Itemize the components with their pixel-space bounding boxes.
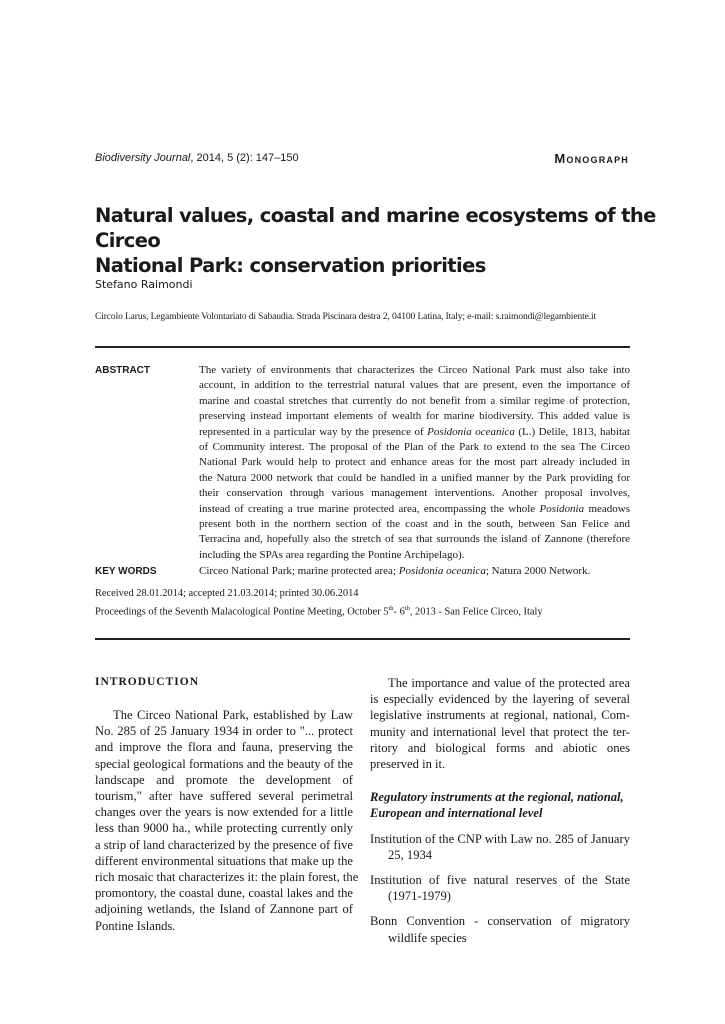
body-line: The Circeo National Park, established by Law bbox=[113, 708, 353, 722]
body-line: rich mosaic that characterizes it: the plain forest, the bbox=[95, 870, 359, 885]
abstract-line bbox=[199, 517, 630, 532]
abstract-text-segment: The variety of environments that characterizes the Circeo National Park must also take into bbox=[199, 364, 630, 376]
abstract-line bbox=[199, 548, 630, 563]
abstract-line bbox=[199, 471, 630, 486]
section-label: Monograph bbox=[554, 151, 629, 166]
body-line: changes over the years is now extended for a little bbox=[95, 805, 353, 820]
abstract-line bbox=[199, 363, 630, 378]
abstract-text-segment: including the SPAs area regarding the Pontine Archipelago). bbox=[199, 548, 465, 561]
list-item bbox=[370, 831, 630, 863]
list-item-line: Bonn Convention - conservation of migratory bbox=[370, 914, 630, 929]
body-line: ritory and biological forms and abiotic ones bbox=[370, 740, 630, 755]
body-line: is especially evidenced by the layering of several bbox=[370, 692, 630, 707]
divider bbox=[95, 346, 630, 348]
body-line: Pontine Islands. bbox=[95, 918, 176, 933]
abstract-line bbox=[199, 455, 630, 470]
regulatory-subheading bbox=[370, 789, 630, 821]
introduction-heading: INTRODUCTION bbox=[95, 676, 200, 688]
body-line: different environmental situations that make up the bbox=[95, 853, 353, 868]
article-title bbox=[95, 203, 725, 278]
abstract-text-segment: represented in a particular way by the presence of bbox=[199, 425, 428, 438]
introduction-paragraph bbox=[95, 707, 359, 934]
subheading-line: European and international level bbox=[370, 806, 543, 821]
proceedings-text: - 6 bbox=[393, 606, 405, 618]
keywords-text: Circeo National Park; marine protected area; bbox=[199, 565, 399, 577]
received-dates: Received 28.01.2014; accepted 21.03.2014; printed 30.06.2014 bbox=[95, 588, 359, 599]
citation-details: , 2014, 5 (2): 147–150 bbox=[190, 152, 299, 164]
right-column bbox=[370, 675, 630, 946]
journal-citation bbox=[95, 152, 299, 164]
keywords bbox=[199, 565, 590, 577]
proceedings bbox=[95, 601, 543, 619]
keywords-text: ; Natura 2000 Network. bbox=[485, 565, 591, 577]
subheading-line: Regulatory instruments at the regional, national, bbox=[370, 790, 624, 805]
divider bbox=[95, 638, 630, 640]
proceedings-text: Proceedings of the Seventh Malacological Pontine Meeting, October 5 bbox=[95, 606, 389, 618]
body-line: munity and international level that protect the ter- bbox=[370, 724, 630, 739]
affiliation: Circolo Larus, Legambiente Volontariato di Sabaudia. Strada Piscinara destra 2, 04100 Latina, Italy; e-mail: s.raimondi@legambiente.it bbox=[95, 311, 596, 322]
abstract-text-segment: Terracina and, hopefully also the stretch of sea that surrounds the island of Zannone (therefore bbox=[199, 533, 630, 546]
list-item-line: Institution of five natural reserves of the State bbox=[370, 873, 630, 888]
superscript: th bbox=[388, 605, 394, 612]
body-line: adjoining wetlands, the Island of Zannone part of bbox=[95, 902, 353, 917]
body-line: No. 285 of 25 January 1934 in order to "... protect bbox=[95, 724, 353, 739]
italic-species-name: Posidonia oceanica bbox=[427, 425, 515, 438]
abstract-line bbox=[199, 409, 630, 424]
abstract-text-segment: (L.) Delile, 1813, habitat bbox=[514, 425, 630, 438]
abstract-line bbox=[199, 425, 630, 440]
abstract-text-segment: their conservation through various management interventions. Another proposal involves, bbox=[199, 487, 630, 500]
body-line: special geological formations and the beauty of the bbox=[95, 756, 353, 771]
body-line: landscape and promote the development of bbox=[95, 772, 353, 787]
body-line: preserved in it. bbox=[370, 757, 446, 772]
author: Stefano Raimondi bbox=[95, 278, 193, 291]
abstract-text-segment: of Community interest. The proposal of the Plan of the Park to extend to the sea The Circeo bbox=[199, 441, 630, 454]
importance-paragraph bbox=[370, 675, 630, 772]
abstract-text-segment: preserving instead important elements of wealth for marine biodiversity. This added value is bbox=[199, 410, 630, 423]
abstract-line bbox=[199, 486, 630, 501]
italic-species-name: Posidonia bbox=[539, 502, 585, 515]
abstract-text-segment: marine and coastal stretches that currently do not benefit from a similar regime of protection, bbox=[199, 394, 630, 407]
journal-name: Biodiversity Journal bbox=[95, 152, 191, 164]
body-line: legislative instruments at regional, national, Com- bbox=[370, 708, 630, 723]
list-item bbox=[370, 913, 630, 945]
abstract-text-segment: account, in addition to the terrestrial natural values that are present, even the importance of bbox=[199, 379, 630, 392]
proceedings-text: , 2013 - San Felice Circeo, Italy bbox=[409, 606, 543, 618]
abstract-line bbox=[199, 378, 630, 393]
keywords-label: KEY WORDS bbox=[95, 566, 157, 577]
abstract-text-segment: present both in the northern section of the coast and in the south, between San Felice and bbox=[199, 518, 630, 531]
abstract-line bbox=[199, 532, 630, 547]
title-line: National Park: conservation priorities bbox=[95, 254, 486, 277]
body-line: promontory, the coastal dune, coastal lakes and the bbox=[95, 886, 353, 901]
abstract-text-segment: instead of creating a true marine protected area, encompassing the whole bbox=[199, 502, 540, 515]
abstract-line bbox=[199, 502, 630, 517]
body-line: a strip of land characterized by the presence of five bbox=[95, 837, 353, 852]
title-line: Natural values, coastal and marine ecosystems of the Circeo bbox=[95, 204, 656, 252]
instrument-list bbox=[370, 831, 630, 946]
list-item-continuation: (1971-1979) bbox=[388, 889, 451, 904]
body-line: and improve the flora and fauna, preserving the bbox=[95, 740, 353, 755]
body-line: The importance and value of the protected area bbox=[388, 676, 630, 690]
abstract-line bbox=[199, 440, 630, 455]
list-item-line: Institution of the CNP with Law no. 285 of January bbox=[370, 831, 630, 846]
abstract-line bbox=[199, 394, 630, 409]
superscript: th bbox=[404, 605, 410, 612]
abstract-text-segment: meadows bbox=[584, 502, 630, 515]
abstract-text bbox=[199, 363, 630, 563]
abstract-text-segment: National Park would help to protect and enhance areas for the most part already included in bbox=[199, 456, 630, 469]
body-line: tourism," after have suffered several perimetral bbox=[95, 789, 353, 804]
abstract-text-segment: the Natura 2000 network that could be handled in a unified manner by the Park providing for bbox=[199, 471, 630, 484]
list-item bbox=[370, 872, 630, 904]
list-item-continuation: wildlife species bbox=[388, 930, 467, 945]
abstract-label: ABSTRACT bbox=[95, 365, 150, 376]
keywords-italic: Posidonia oceanica bbox=[398, 565, 486, 577]
list-item-continuation: 25, 1934 bbox=[388, 847, 433, 862]
dates-block bbox=[95, 586, 543, 619]
body-line: less than 9000 ha., while protecting currently only bbox=[95, 821, 353, 836]
